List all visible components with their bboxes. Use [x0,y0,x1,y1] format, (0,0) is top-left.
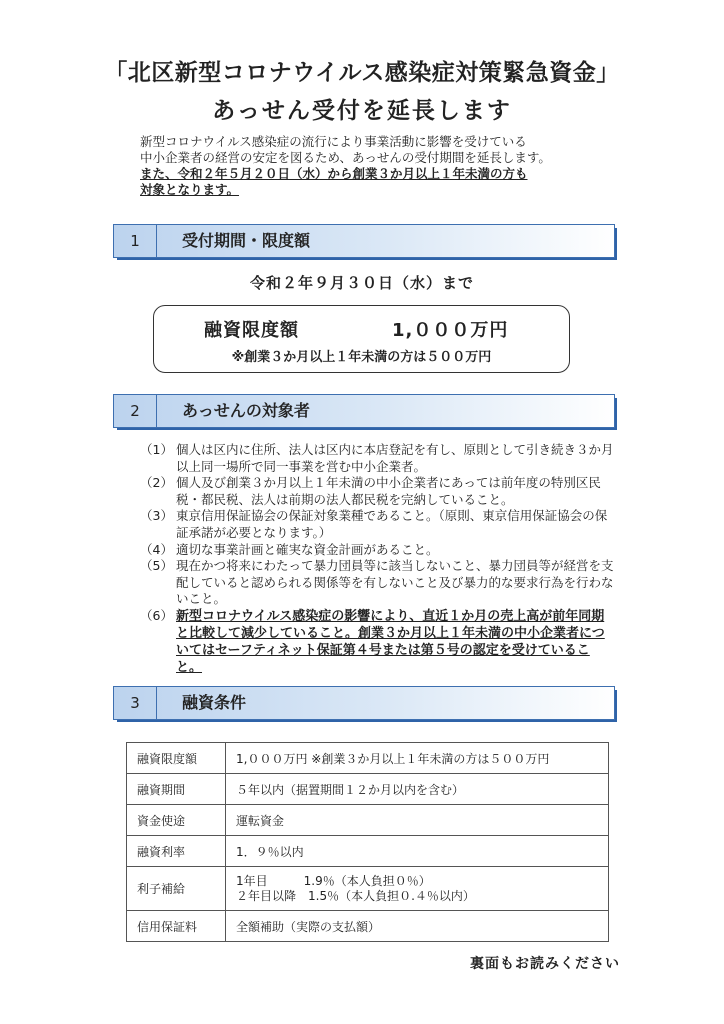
intro-emphasis-line: また、令和２年５月２０日（水）から創業３か月以上１年未満の方も [140,166,528,181]
table-header-cell: 融資限度額 [127,743,226,774]
list-item [140,475,615,508]
document-title: 「北区新型コロナウイルス感染症対策緊急資金」 [104,60,620,86]
table-row [127,774,609,805]
section-number: 3 [114,687,157,719]
loan-limit-note: ※創業３か月以上１年未満の方は５００万円 [231,350,492,365]
section-header-2 [113,394,617,430]
section-header-1 [113,224,617,260]
intro-line: 中小企業者の経営の安定を図るため、あっせんの受付期間を延長します。 [140,150,551,165]
list-item-highlighted [140,608,615,676]
list-item [140,442,615,475]
loan-terms-table [126,742,609,942]
section-header-bar [113,394,615,428]
list-item-text: 適切な事業計画と確実な資金計画があること。 [176,541,439,557]
loan-limit-label: 融資限度額 [204,320,299,341]
table-header-cell: 融資期間 [127,774,226,805]
list-item-text: 個人及び創業３か月以上１年未満の中小企業者にあっては前年度の特別区民税・都民税、法人は前期の法人都民税を完納していること。 [176,475,601,507]
section-number: 1 [114,225,157,257]
table-cell: 全額補助（実際の支払額） [226,911,609,942]
table-row [127,836,609,867]
intro-line: 新型コロナウイルス感染症の流行により事業活動に影響を受けている [140,134,527,149]
list-item-text: 東京信用保証協会の保証対象業種であること。（原則、東京信用保証協会の保証承諾が必要となります。） [176,508,608,540]
table-cell-line: ２年目以降 1.5％（本人負担０.４％以内） [236,888,475,903]
list-item-text: 個人は区内に住所、法人は区内に本店登記を有し、原則として引き続き３か月以上同一場所で同一事業を営む中小企業者。 [176,442,614,474]
table-header-cell: 資金使途 [127,805,226,836]
list-item-number: （2） [140,475,173,491]
list-item [140,558,615,608]
section-label: 融資条件 [182,693,247,712]
list-item-text: 現在かつ将来にわたって暴力団員等に該当しないこと、暴力団員等が経営を支配していると認められる関係等を有しないこと及び暴力的な要求行為を行わないこと。 [176,558,614,607]
application-deadline: 令和２年９月３０日（水）まで [249,274,474,292]
table-cell: 1,０００万円 ※創業３か月以上１年未満の方は５００万円 [226,743,609,774]
table-cell: 運転資金 [226,805,609,836]
table-row [127,743,609,774]
footer-note: 裏面もお読みください [470,956,620,972]
section-number: 2 [114,395,157,427]
table-row [127,911,609,942]
list-item [140,542,615,559]
list-item-number: （1） [140,442,173,457]
list-item-text: 新型コロナウイルス感染症の影響により、直近１か月の売上高が前年同期と比較して減少していること。創業３か月以上１年未満の中小企業者についてはセーフティネット保証第４号または第５号の認定を受けていること。 [176,608,605,675]
section-header-3 [113,686,617,722]
table-row [127,867,609,911]
table-cell [226,867,609,911]
intro-paragraph [140,134,610,198]
list-item [140,508,615,541]
table-header-cell: 融資利率 [127,836,226,867]
list-item-number: （5） [140,558,173,574]
list-item-number: （4） [140,541,173,557]
section-header-bar [113,224,615,258]
table-cell: 1．９％以内 [226,836,609,867]
section-header-bar [113,686,615,720]
list-item-number: （6） [140,607,173,623]
intro-emphasis-line: 対象となります。 [140,182,240,197]
eligibility-list [140,442,615,676]
document-subtitle: あっせん受付を延長します [212,98,512,124]
table-cell: ５年以内（据置期間１２か月以内を含む） [226,774,609,805]
table-cell-line: 1年目 1.9％（本人負担０％） [236,873,431,888]
table-header-cell: 信用保証料 [127,911,226,942]
table-header-cell: 利子補給 [127,867,226,911]
loan-limit-amount: 1,０００万円 [392,320,509,341]
section-label: あっせんの対象者 [182,401,310,420]
section-label: 受付期間・限度額 [182,231,311,250]
loan-limit-box [153,305,570,373]
list-item-number: （3） [140,508,173,524]
table-row [127,805,609,836]
